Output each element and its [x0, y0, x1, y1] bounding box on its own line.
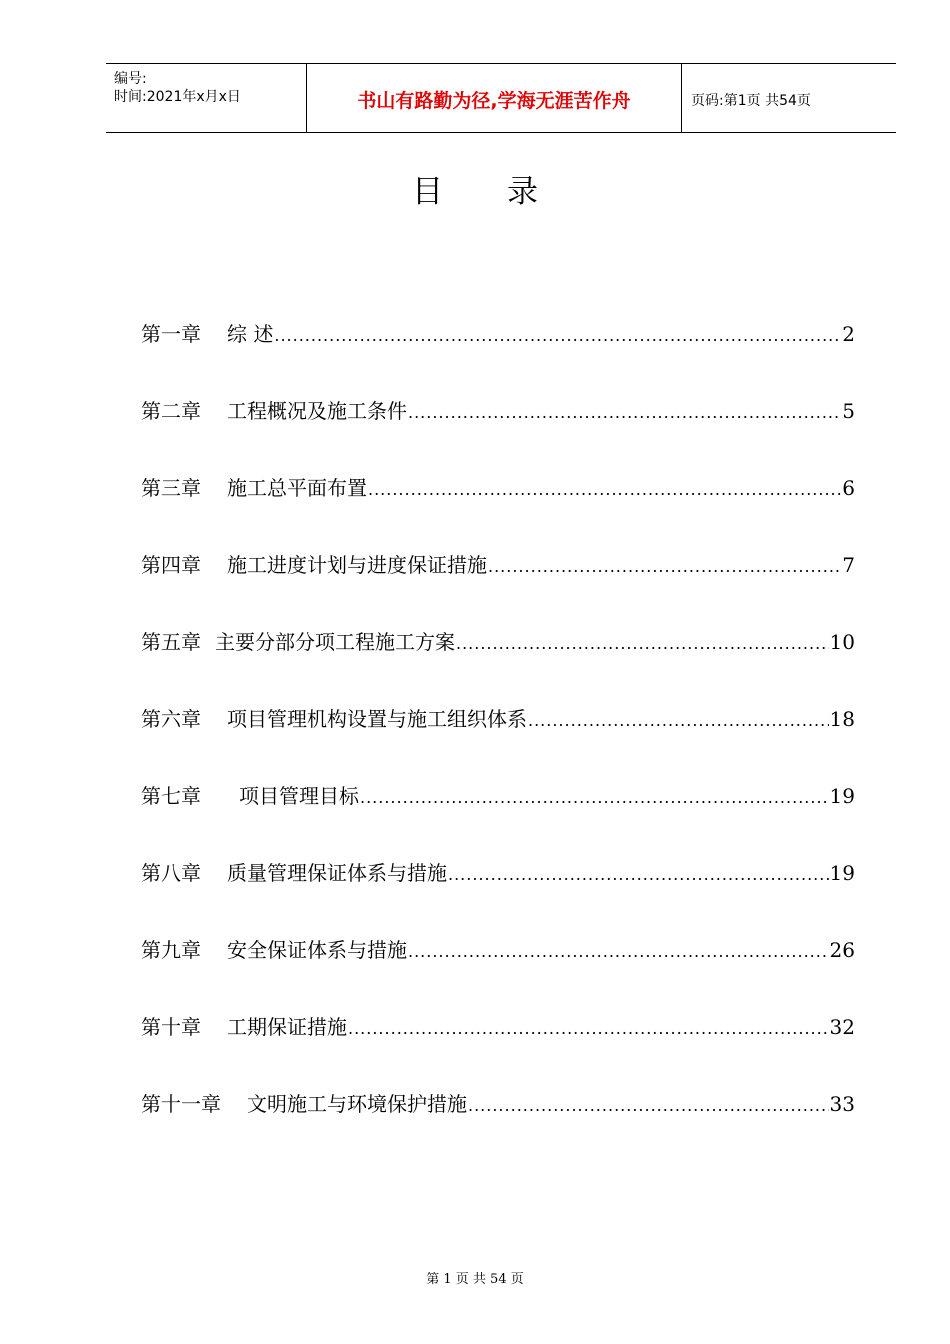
toc-page-number: 32 — [829, 1015, 855, 1039]
toc-dot-leader — [488, 557, 841, 576]
toc-entry[interactable] — [141, 934, 855, 966]
toc-chapter: 第三章 — [141, 476, 201, 500]
toc-entry[interactable] — [141, 395, 855, 427]
toc-dot-leader — [348, 1019, 829, 1038]
toc-dot-leader — [448, 865, 829, 884]
toc-entry-name: 质量管理保证体系与措施 — [227, 861, 447, 885]
toc-chapter: 第九章 — [141, 938, 201, 962]
toc-dot-leader — [408, 403, 841, 422]
toc-entry[interactable] — [141, 780, 855, 812]
toc-entry-name: 施工总平面布置 — [227, 476, 367, 500]
toc-page-number: 10 — [829, 630, 855, 654]
header-page-code: 页码:第1页 共54页 — [691, 93, 811, 109]
toc-chapter: 第十一章 — [141, 1092, 221, 1116]
toc-page-number: 26 — [829, 938, 855, 962]
toc-entry-name: 工程概况及施工条件 — [227, 399, 407, 423]
toc-entry[interactable] — [141, 318, 855, 350]
toc-dot-leader — [368, 480, 841, 499]
toc-page-number: 19 — [829, 784, 855, 808]
toc-chapter: 第七章 — [141, 784, 201, 808]
page-footer: 第 1 页 共 54 页 — [426, 1272, 524, 1287]
toc-dot-leader — [408, 942, 829, 961]
header-motto-cell — [306, 64, 682, 132]
toc-chapter: 第二章 — [141, 399, 201, 423]
toc-entry[interactable] — [141, 857, 855, 889]
header-motto: 书山有路勤为径,学海无涯苦作舟 — [357, 90, 631, 112]
document-header — [106, 63, 896, 133]
toc-entry[interactable] — [141, 626, 855, 658]
toc-dot-leader — [274, 326, 841, 345]
toc-entry-name: 文明施工与环境保护措施 — [247, 1092, 467, 1116]
toc-dot-leader — [468, 1096, 829, 1115]
toc-chapter: 第六章 — [141, 707, 201, 731]
toc-chapter: 第八章 — [141, 861, 201, 885]
header-page-cell — [681, 64, 896, 132]
toc-entry-name: 施工进度计划与进度保证措施 — [227, 553, 487, 577]
toc-title: 目录 — [412, 174, 602, 210]
toc-page-number: 2 — [842, 322, 855, 346]
toc-entry-name: 综 述 — [227, 322, 274, 346]
toc-entry[interactable] — [141, 549, 855, 581]
toc-dot-leader — [360, 788, 829, 807]
toc-dot-leader — [456, 634, 829, 653]
toc-page-number: 18 — [829, 707, 855, 731]
toc-entry-name: 主要分部分项工程施工方案 — [215, 630, 455, 654]
toc-chapter: 第一章 — [141, 322, 201, 346]
toc-chapter: 第十章 — [141, 1015, 201, 1039]
toc-dot-leader — [528, 711, 829, 730]
toc-entry-name: 项目管理机构设置与施工组织体系 — [227, 707, 527, 731]
toc-chapter: 第五章 — [141, 630, 201, 654]
toc-entry-name: 工期保证措施 — [227, 1015, 347, 1039]
toc-chapter: 第四章 — [141, 553, 201, 577]
toc-entry-name: 安全保证体系与措施 — [227, 938, 407, 962]
toc-entry[interactable] — [141, 1088, 855, 1120]
document-time-label: 时间:2021年x月x日 — [114, 89, 241, 105]
header-meta-cell — [106, 64, 306, 132]
toc-entry[interactable] — [141, 472, 855, 504]
toc-page-number: 19 — [829, 861, 855, 885]
toc-page-number: 6 — [842, 476, 855, 500]
toc-page-number: 5 — [842, 399, 855, 423]
document-number-label: 编号: — [114, 71, 147, 87]
toc-entry[interactable] — [141, 703, 855, 735]
toc-entry[interactable] — [141, 1011, 855, 1043]
toc-page-number: 33 — [829, 1092, 855, 1116]
toc-page-number: 7 — [842, 553, 855, 577]
toc-entry-name: 项目管理目标 — [239, 784, 359, 808]
